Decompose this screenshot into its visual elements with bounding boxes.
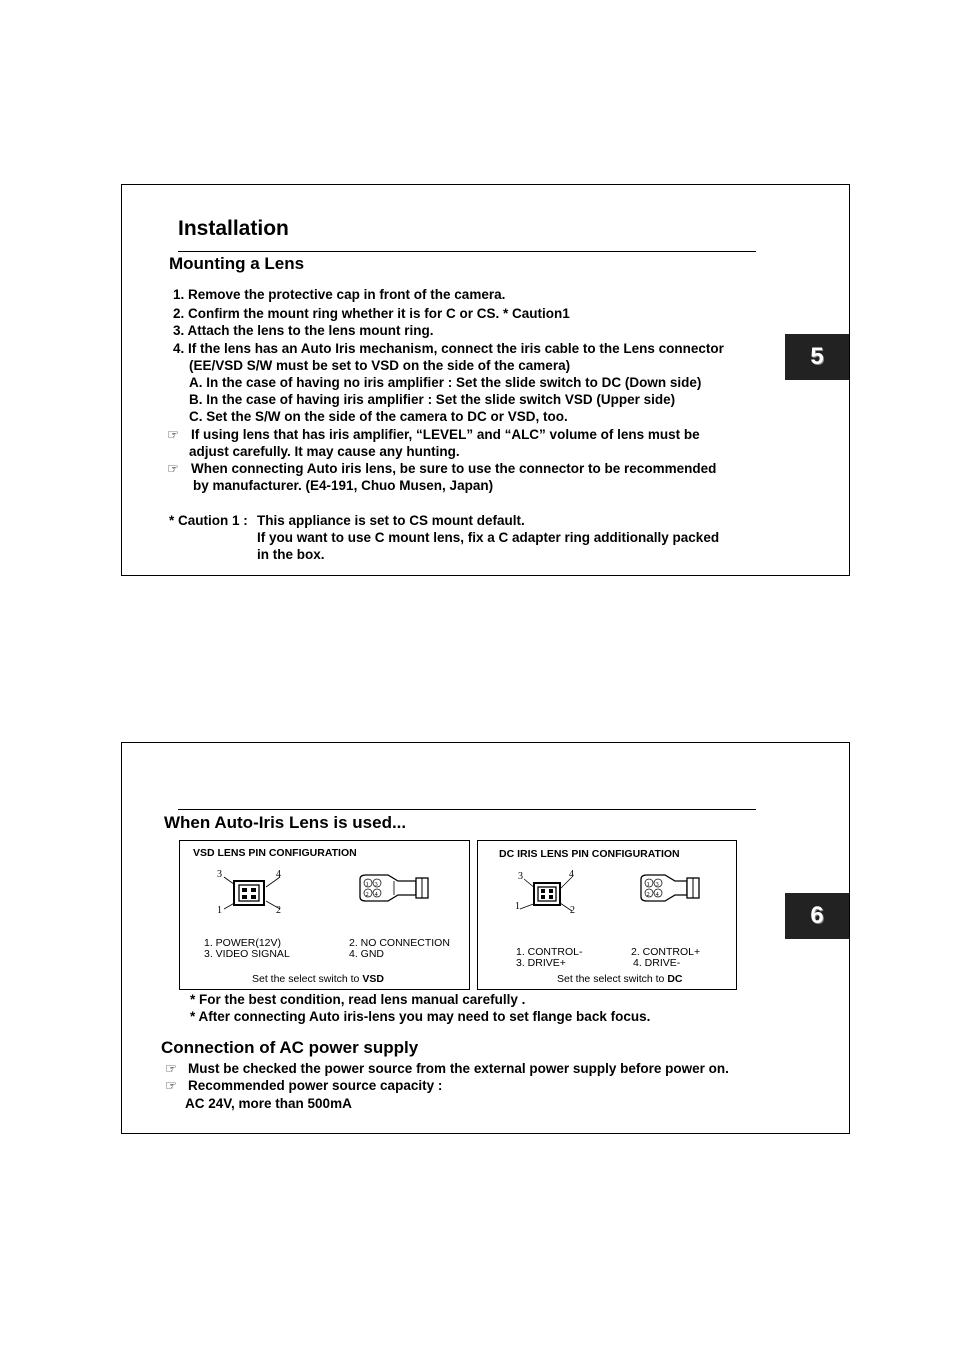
note-line: adjust carefully. It may cause any hunting. (189, 444, 460, 459)
switch-instruction: Set the select switch to VSD (252, 973, 384, 985)
title-divider (178, 809, 756, 810)
pin-description: 2. CONTROL+ (631, 946, 701, 958)
vsd-pin-configuration (179, 840, 470, 990)
plug-pin-number: 1 (365, 881, 369, 888)
plug-pin-number: 2 (646, 891, 650, 898)
pin-description: 3. DRIVE+ (516, 957, 566, 969)
section-heading-ac-power: Connection of AC power supply (161, 1038, 419, 1057)
caution-line: This appliance is set to CS mount default. (257, 513, 525, 528)
plug-pin-number: 4 (655, 891, 659, 898)
step-line: 4. If the lens has an Auto Iris mechanism, connect the iris cable to the Lens connector (173, 341, 724, 356)
step-line: A. In the case of having no iris amplifier : Set the slide switch to DC (Down side) (189, 375, 702, 390)
step-line: 3. Attach the lens to the lens mount ring. (173, 323, 434, 338)
pin-number: 4 (569, 869, 574, 880)
note-line: If using lens that has iris amplifier, “LEVEL” and “ALC” volume of lens must be (191, 427, 700, 442)
pin-description: 4. GND (349, 948, 385, 960)
title-divider (178, 251, 756, 252)
socket-diagram (500, 865, 600, 925)
socket-diagram (204, 863, 304, 923)
plug-diagram (354, 869, 444, 909)
pin-description: 2. NO CONNECTION (349, 937, 450, 949)
dc-pin-configuration (477, 840, 737, 990)
pin-description: 3. VIDEO SIGNAL (204, 948, 290, 960)
step-line: B. In the case of having iris amplifier : Set the slide switch VSD (Upper side) (189, 392, 676, 407)
pin-number: 2 (570, 905, 575, 916)
hand-pointer-icon: ☞ (167, 427, 180, 442)
section-heading-mounting: Mounting a Lens (169, 254, 305, 273)
step-line: 1. Remove the protective cap in front of the camera. (173, 287, 506, 302)
pin-number: 1 (515, 901, 520, 912)
caution-line: If you want to use C mount lens, fix a C adapter ring additionally packed (257, 530, 720, 545)
tip-line: * For the best condition, read lens manual carefully . (190, 992, 526, 1007)
ac-power-value: AC 24V, more than 500mA (185, 1096, 352, 1111)
plug-diagram (635, 869, 725, 909)
step-line: C. Set the S/W on the side of the camera to DC or VSD, too. (189, 409, 568, 424)
plug-pin-number: 1 (646, 881, 650, 888)
pin-number: 4 (276, 869, 281, 880)
plug-pin-number: 2 (365, 891, 369, 898)
hand-pointer-icon: ☞ (165, 1061, 178, 1076)
caution-line: in the box. (257, 547, 325, 562)
vsd-title: VSD LENS PIN CONFIGURATION (193, 847, 357, 859)
tip-line: * After connecting Auto iris-lens you may need to set flange back focus. (190, 1009, 651, 1024)
hand-pointer-icon: ☞ (167, 461, 180, 476)
pin-description: 4. DRIVE- (633, 957, 681, 969)
pin-description: 1. POWER(12V) (204, 937, 282, 949)
plug-pin-number: 3 (655, 881, 659, 888)
plug-pin-number: 3 (374, 881, 378, 888)
ac-note: Recommended power source capacity : (188, 1078, 443, 1093)
dc-title: DC IRIS LENS PIN CONFIGURATION (499, 848, 680, 860)
pin-number: 1 (217, 905, 222, 916)
caution-label: * Caution 1 : (169, 513, 248, 528)
page-title: Installation (178, 217, 289, 240)
ac-note: Must be checked the power source from the external power supply before power on. (188, 1061, 729, 1076)
pin-number: 3 (217, 869, 222, 880)
note-line: by manufacturer. (E4-191, Chuo Musen, Japan) (193, 478, 494, 493)
page-number-tab-6: 6 (785, 893, 849, 939)
step-line: (EE/VSD S/W must be set to VSD on the side of the camera) (189, 358, 571, 373)
pin-number: 3 (518, 871, 523, 882)
note-line: When connecting Auto iris lens, be sure to use the connector to be recommended (191, 461, 717, 476)
plug-pin-number: 4 (374, 891, 378, 898)
hand-pointer-icon: ☞ (165, 1078, 178, 1093)
pin-description: 1. CONTROL- (516, 946, 583, 958)
pin-number: 2 (276, 905, 281, 916)
page-number-tab-5: 5 (785, 334, 849, 380)
step-line: 2. Confirm the mount ring whether it is for C or CS. * Caution1 (173, 306, 570, 321)
section-heading-auto-iris: When Auto-Iris Lens is used... (164, 813, 407, 832)
switch-instruction: Set the select switch to DC (557, 973, 683, 985)
